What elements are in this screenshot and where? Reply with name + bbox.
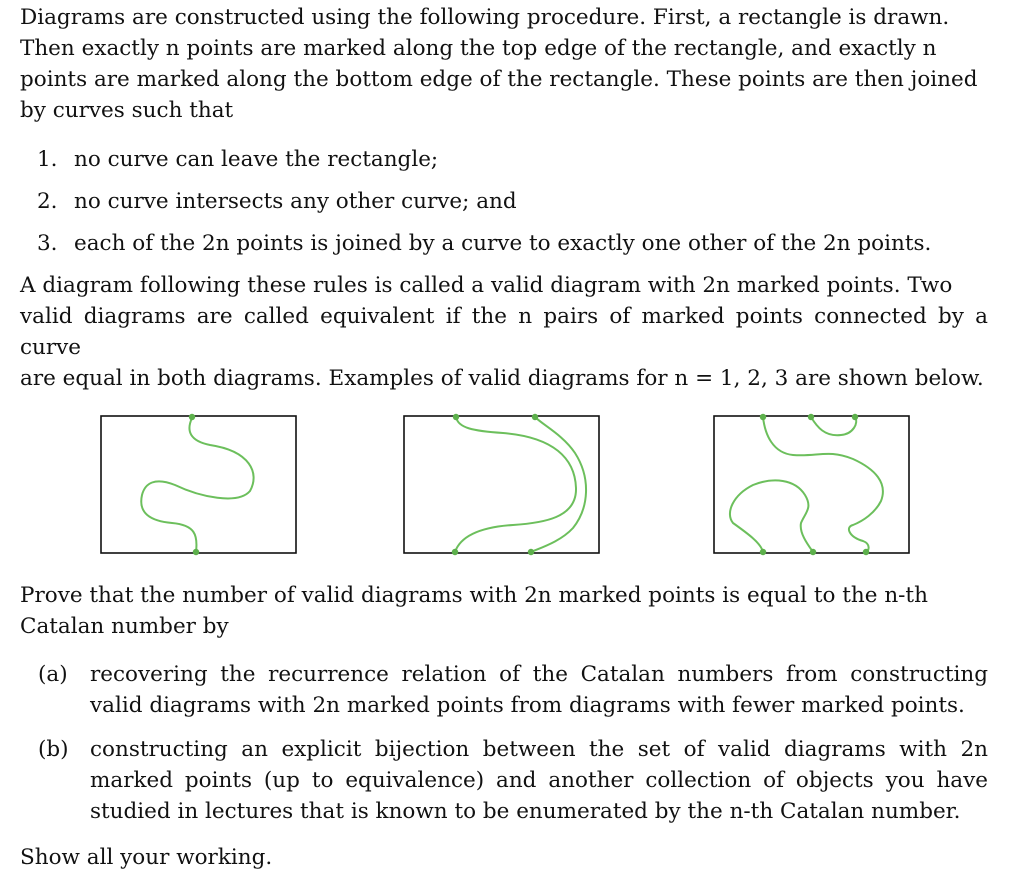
- definition-line-1: A diagram following these rules is called a valid diagram with 2n marked points. Two: [20, 273, 953, 298]
- part-item: [20, 734, 988, 827]
- rule-text: no curve can leave the rectangle;: [74, 147, 439, 172]
- rules-list: [20, 144, 988, 259]
- rule-number: 2.: [37, 189, 58, 214]
- diagram-curve: [141, 418, 253, 552]
- diagram-frame: [714, 416, 909, 553]
- part-text: constructing an explicit bijection between the set of valid diagrams with 2n marked points (up to equivalence) and another collection of objects you have studied in lectures that is known to be enumerated by the n-th Catalan number.: [90, 737, 988, 824]
- diagram-n1: [100, 413, 296, 555]
- intro-line-4: by curves such that: [20, 98, 234, 123]
- rule-item: [20, 228, 988, 259]
- prove-section: [20, 580, 988, 840]
- marked-point: [452, 549, 458, 555]
- prove-line-1: Prove that the number of valid diagrams with 2n marked points is equal to the n-th: [20, 583, 928, 608]
- rule-item: [20, 144, 988, 175]
- marked-point: [808, 414, 814, 420]
- diagram-n2: [403, 413, 599, 555]
- diagram-n3: [713, 413, 909, 555]
- rule-number: 1.: [37, 147, 58, 172]
- diagram-curve: [730, 480, 813, 552]
- rule-number: 3.: [37, 231, 58, 256]
- prove-paragraph: [20, 580, 988, 642]
- intro-paragraph: [20, 2, 988, 126]
- part-text: recovering the recurrence relation of the Catalan numbers from constructing valid diagrams with 2n marked points from diagrams with fewer marked points.: [90, 662, 988, 718]
- part-label: (a): [38, 662, 68, 687]
- part-item: [20, 659, 988, 721]
- marked-point: [528, 549, 534, 555]
- definition-paragraph: [20, 270, 988, 394]
- example-diagrams: [0, 413, 1024, 558]
- intro-line-3: points are marked along the bottom edge of the rectangle. These points are then joined: [20, 67, 978, 92]
- parts-list: [20, 659, 988, 827]
- prove-line-2: Catalan number by: [20, 614, 229, 639]
- marked-point: [193, 549, 199, 555]
- problem-text: [20, 2, 988, 394]
- diagram-curve: [455, 417, 576, 552]
- diagram-curve: [763, 417, 883, 552]
- definition-line-3: are equal in both diagrams. Examples of valid diagrams for n = 1, 2, 3 are shown below.: [20, 366, 984, 391]
- marked-point: [760, 414, 766, 420]
- rule-text: each of the 2n points is joined by a curve to exactly one other of the 2n points.: [74, 231, 932, 256]
- marked-point: [863, 549, 869, 555]
- marked-point: [189, 414, 195, 420]
- diagram-frame: [101, 416, 296, 553]
- marked-point: [810, 549, 816, 555]
- part-label: (b): [38, 737, 69, 762]
- diagram-curve: [811, 417, 856, 435]
- definition-line-2: valid diagrams are called equivalent if the n pairs of marked points connected by a curve: [20, 304, 988, 360]
- marked-point: [453, 414, 459, 420]
- intro-line-1: Diagrams are constructed using the following procedure. First, a rectangle is drawn.: [20, 5, 950, 30]
- intro-line-2: Then exactly n points are marked along the top edge of the rectangle, and exactly n: [20, 36, 937, 61]
- marked-point: [852, 414, 858, 420]
- rule-text: no curve intersects any other curve; and: [74, 189, 517, 214]
- closing-instruction: Show all your working.: [20, 845, 273, 870]
- marked-point: [532, 414, 538, 420]
- marked-point: [760, 549, 766, 555]
- rule-item: [20, 186, 988, 217]
- diagram-curve: [531, 417, 586, 552]
